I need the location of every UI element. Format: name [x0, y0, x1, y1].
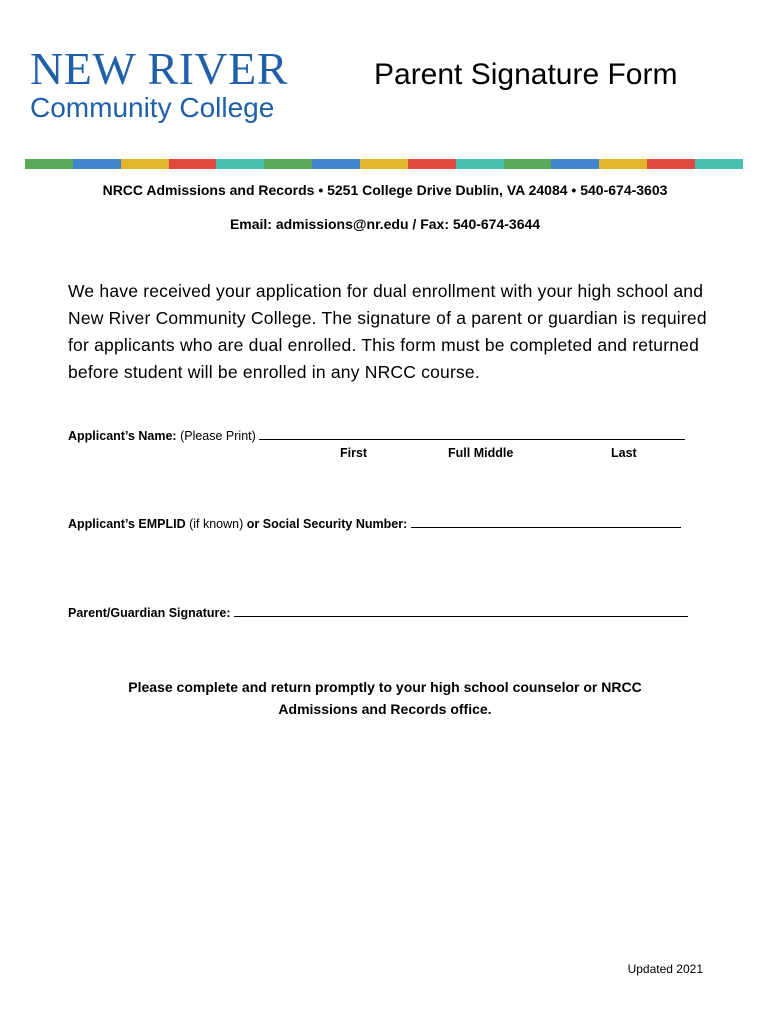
logo-subtitle: Community College	[30, 92, 275, 123]
stripe-segment	[456, 159, 504, 169]
color-stripe-divider	[25, 159, 743, 169]
name-part-first: First	[340, 446, 368, 460]
intro-paragraph: We have received your application for dual enrollment with your high school and New River Community College. The signature of a parent or guardian is required for applicants who are dual enrolled. This form must be completed and returned before student will be enrolled in any NRCC course.	[68, 281, 707, 382]
page-title: Parent Signature Form	[374, 58, 678, 91]
emplid-field[interactable]	[411, 515, 681, 528]
stripe-segment	[408, 159, 456, 169]
closing-line-1: Please complete and return promptly to your high school counselor or NRCC	[128, 679, 642, 695]
emplid-row	[68, 515, 681, 531]
closing-instructions	[0, 676, 770, 720]
contact-address-line: NRCC Admissions and Records • 5251 College Drive Dublin, VA 24084 • 540-674-3603	[102, 182, 668, 198]
applicant-name-hint: (Please Print)	[180, 429, 256, 443]
contact-email-line: Email: admissions@nr.edu / Fax: 540-674-3644	[229, 216, 541, 232]
signature-field[interactable]	[234, 604, 688, 617]
stripe-segment	[25, 159, 73, 169]
applicant-name-field[interactable]	[259, 427, 685, 440]
name-part-last: Last	[611, 446, 637, 460]
stripe-segment	[169, 159, 217, 169]
closing-line-2: Admissions and Records office.	[278, 701, 492, 717]
stripe-segment	[599, 159, 647, 169]
applicant-name-row	[68, 427, 685, 443]
emplid-hint: (if known)	[189, 517, 244, 531]
stripe-segment	[264, 159, 312, 169]
stripe-segment	[73, 159, 121, 169]
stripe-segment	[695, 159, 743, 169]
ssn-label: or Social Security Number:	[246, 517, 408, 531]
logo-wordmark: NEW RIVER	[30, 43, 288, 94]
stripe-segment	[647, 159, 695, 169]
stripe-segment	[312, 159, 360, 169]
signature-label: Parent/Guardian Signature:	[68, 606, 231, 620]
stripe-segment	[504, 159, 552, 169]
stripe-segment	[551, 159, 599, 169]
updated-date: Updated 2021	[627, 962, 703, 976]
college-logo	[30, 43, 288, 124]
emplid-label: Applicant’s EMPLID	[68, 517, 186, 531]
name-part-middle: Full Middle	[448, 446, 514, 460]
stripe-segment	[216, 159, 264, 169]
stripe-segment	[360, 159, 408, 169]
stripe-segment	[121, 159, 169, 169]
applicant-name-label: Applicant’s Name:	[68, 429, 177, 443]
signature-row	[68, 604, 688, 620]
